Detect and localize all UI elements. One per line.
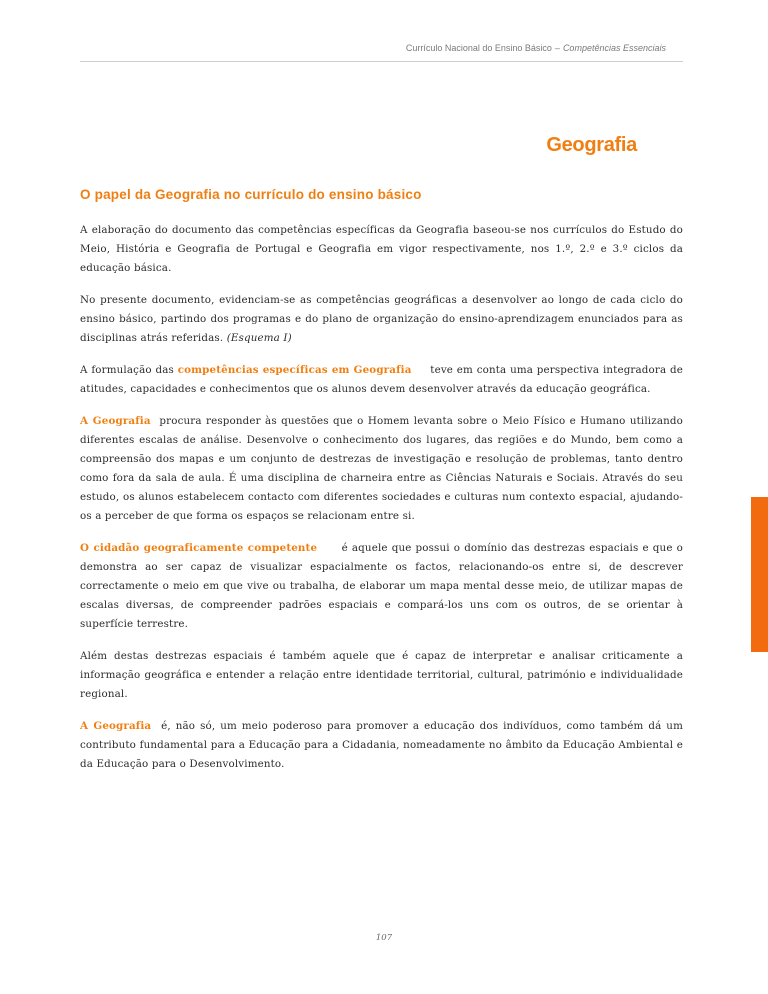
paragraph-5	[80, 539, 683, 634]
running-subtitle: Competências Essenciais	[562, 43, 666, 53]
running-header	[406, 43, 666, 53]
paragraph-3-lead: A formulação das	[80, 364, 174, 376]
body-text	[80, 221, 683, 787]
paragraph-7-text: é, não só, um meio poderoso para promover a educação dos indivíduos, como também dá um contributo fundamental para a Educação para a Cidadania, nomeadamente no âmbito da Educação Ambiental e da Educação para o Desenvolvimento.	[80, 720, 683, 770]
paragraph-6: Além destas destrezas espaciais é também aquele que é capaz de interpretar e analisar criticamente a informação geográfica e entender a relação entre identidade territorial, cultural, património e individualidade regional.	[80, 650, 683, 700]
highlight-geography: A Geografia	[80, 415, 151, 427]
section-heading: O papel da Geografia no currículo do ensino básico	[80, 187, 422, 202]
running-header-separator: –	[554, 43, 560, 53]
page-number: 107	[375, 933, 393, 943]
schema-reference: (Esquema I)	[226, 332, 292, 344]
highlight-competent-citizen: O cidadão geograficamente competente	[80, 542, 318, 554]
highlight-specific-competences: competências específicas em Geografia	[177, 364, 412, 376]
paragraph-2	[80, 291, 683, 348]
paragraph-1: A elaboração do documento das competências específicas da Geografia baseou-se nos currículos do Estudo do Meio, História e Geografia de Portugal e Geografia em vigor respectivamente, nos 1.º, 2.º e 3.º ciclos da educação básica.	[80, 224, 683, 274]
paragraph-2-text: No presente documento, evidenciam-se as competências geográficas a desenvolver ao longo de cada ciclo do ensino básico, partindo dos programas e do plano de organização do ensino-aprendizagem enunciados para as disciplinas atrás referidas.	[80, 294, 683, 344]
paragraph-3-text: teve em conta uma perspectiva integradora de atitudes, capacidades e conhecimentos que os alunos devem desenvolver através da educação geográfica.	[80, 364, 683, 395]
running-title: Currículo Nacional do Ensino Básico	[405, 43, 552, 53]
paragraph-4-text: procura responder às questões que o Homem levanta sobre o Meio Físico e Humano utilizando diferentes escalas de análise. Desenvolve o conhecimento dos lugares, das regiões e do Mundo, bem como a compreensão dos mapas e um conjunto de destrezas de investigação e resolução de problemas, tanto dentro como fora da sala de aula. É uma disciplina de charneira entre as Ciências Naturais e Sociais. Através do seu estudo, os alunos estabelecem contacto com diferentes sociedades e culturas num contexto espacial, ajudando-os a perceber de que forma os espaços se relacionam entre si.	[80, 415, 683, 522]
paragraph-4	[80, 412, 683, 526]
chapter-title: Geografia	[546, 134, 637, 156]
highlight-geography-2: A Geografia	[80, 720, 152, 732]
paragraph-3	[80, 361, 683, 399]
paragraph-5-text: é aquele que possui o domínio das destrezas espaciais e que o demonstra ao ser capaz de visualizar espacialmente os factos, relacionando-os entre si, de descrever correctamente o meio em que vive ou trabalha, de elaborar um mapa mental desse meio, de utilizar mapas de escalas diversas, de compreender padrões espaciais e compará-los uns com os outros, de se orientar à superfície terrestre.	[80, 542, 683, 630]
section-side-tab	[751, 497, 768, 652]
header-divider	[80, 61, 683, 62]
paragraph-7	[80, 717, 683, 774]
